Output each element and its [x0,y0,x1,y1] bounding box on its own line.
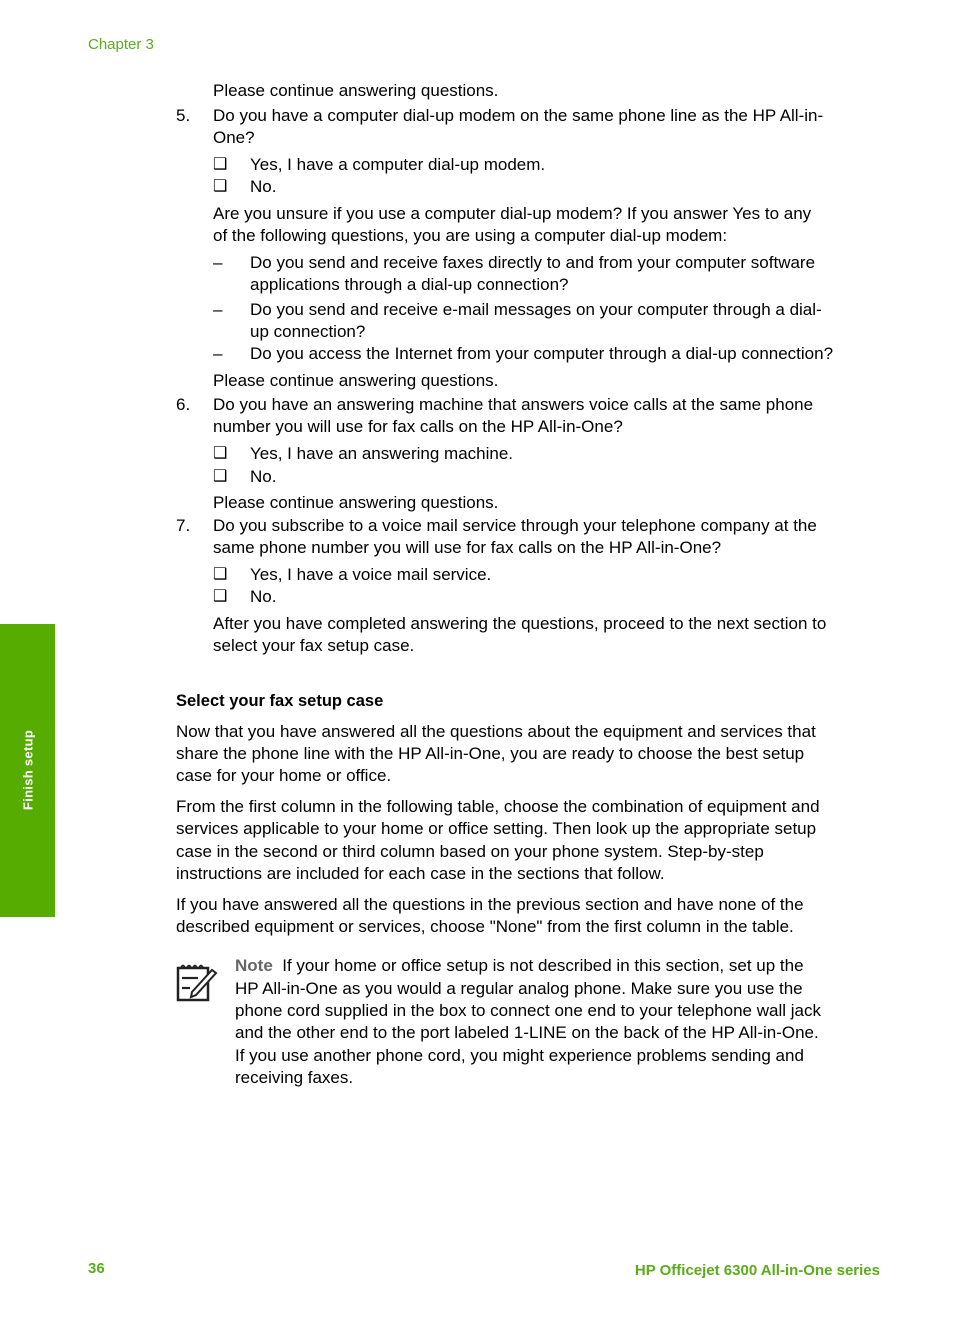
option-label: Yes, I have an answering machine. [250,444,514,463]
checkbox-icon[interactable]: ❑ [213,156,228,173]
note-text: HP All-in-One as you would a regular analog phone. Make sure you use the [235,979,803,998]
question-7-text: Do you subscribe to a voice mail service through your telephone company at the [213,516,817,535]
after-text: After you have completed answering the questions, proceed to the next section to [213,614,827,633]
product-title: HP Officejet 6300 All-in-One series [634,1262,880,1279]
chapter-header: Chapter 3 [88,36,154,53]
question-5-text: Do you have a computer dial-up modem on the same phone line as the HP All-in- [213,106,824,125]
sub-question: Do you send and receive faxes directly to and from your computer software [250,253,816,272]
explanation-text: Are you unsure if you use a computer dial-up modem? If you answer Yes to any [213,204,812,223]
note-label: Note [235,956,273,975]
paragraph: described equipment or services, choose "None" from the first column in the table. [176,917,794,936]
option-label: Yes, I have a computer dial-up modem. [250,155,546,174]
question-6-number: 6. [176,395,191,414]
paragraph: services applicable to your home or office setting. Then look up the appropriate setup [176,819,817,838]
question-6-text: Do you have an answering machine that answers voice calls at the same phone [213,395,814,414]
note-text: phone cord supplied in the box to connect one end to your telephone wall jack [235,1001,821,1020]
question-7-number: 7. [176,516,191,535]
section-title: Select your fax setup case [176,692,384,710]
sub-question-cont: applications through a dial-up connection? [250,275,569,294]
question-7-text-cont: same phone number you will use for fax calls on the HP All-in-One? [213,538,722,557]
checkbox-icon[interactable]: ❑ [213,588,228,605]
after-text: select your fax setup case. [213,636,415,655]
question-5-text-cont: One? [213,128,255,147]
dash-icon: – [213,253,223,272]
question-6-text-cont: number you will use for fax calls on the HP All-in-One? [213,417,623,436]
note-text: receiving faxes. [235,1068,354,1087]
option-label: No. [250,587,277,606]
checkbox-icon[interactable]: ❑ [213,566,228,583]
checkbox-icon[interactable]: ❑ [213,445,228,462]
option-label: No. [250,177,277,196]
side-tab-label: Finish setup [20,729,36,811]
checkbox-icon[interactable]: ❑ [213,468,228,485]
page-number: 36 [88,1260,105,1277]
dash-icon: – [213,344,223,363]
paragraph: case for your home or office. [176,766,392,785]
question-5-number: 5. [176,106,191,125]
option-label: No. [250,467,277,486]
note-first-line [235,955,804,977]
explanation-text: of the following questions, you are using a computer dial-up modem: [213,226,728,245]
note-pencil-icon [176,960,218,1002]
continue-text: Please continue answering questions. [213,371,499,390]
sub-question-cont: up connection? [250,322,366,341]
sub-question: Do you access the Internet from your computer through a dial-up connection? [250,344,834,363]
paragraph: From the first column in the following table, choose the combination of equipment and [176,797,820,816]
paragraph: case in the second or third column based on your phone system. Step-by-step [176,842,764,861]
paragraph: Now that you have answered all the questions about the equipment and services that [176,722,816,741]
checkbox-icon[interactable]: ❑ [213,178,228,195]
continue-text: Please continue answering questions. [213,81,499,100]
sub-question: Do you send and receive e-mail messages on your computer through a dial- [250,300,822,319]
paragraph: share the phone line with the HP All-in-One, you are ready to choose the best setup [176,744,805,763]
note-text: and the other end to the port labeled 1-LINE on the back of the HP All-in-One. [235,1023,819,1042]
paragraph: If you have answered all the questions in the previous section and have none of the [176,895,804,914]
option-label: Yes, I have a voice mail service. [250,565,492,584]
continue-text: Please continue answering questions. [213,493,499,512]
dash-icon: – [213,300,223,319]
note-text: If you use another phone cord, you might experience problems sending and [235,1046,804,1065]
note-text: If your home or office setup is not described in this section, set up the [282,956,804,975]
paragraph: instructions are included for each case in the sections that follow. [176,864,665,883]
